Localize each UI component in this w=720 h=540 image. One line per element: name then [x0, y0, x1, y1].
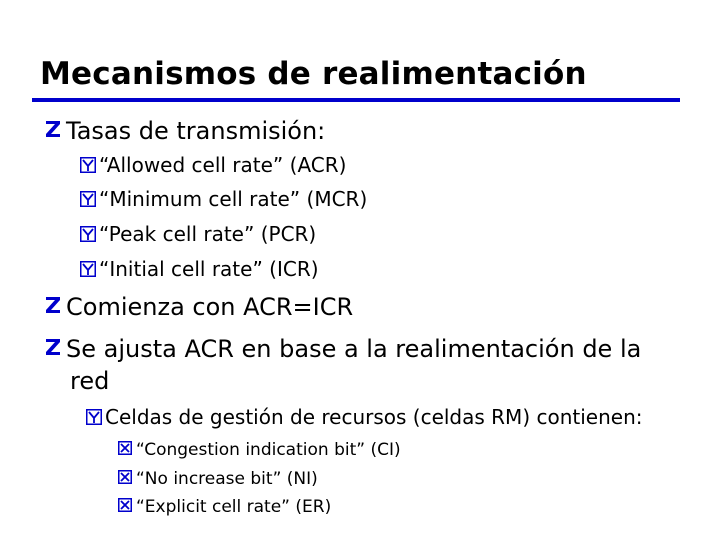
bullet-er: [118, 497, 331, 517]
bullet-tasas: [46, 117, 325, 145]
bullet-icr: [80, 257, 319, 281]
bullet-text: Celdas de gestión de recursos (celdas RM) contienen:: [105, 405, 643, 429]
bullet-ajusta-continuation: red: [70, 367, 110, 395]
bullet-text: “No increase bit” (NI): [136, 469, 318, 489]
x-box-bullet-icon: [118, 470, 132, 484]
y-bullet-icon: [80, 157, 96, 173]
bullet-ni: [118, 469, 318, 489]
bullet-text: “Congestion indication bit” (CI): [136, 440, 401, 460]
bullet-text: “Peak cell rate” (PCR): [99, 222, 317, 246]
slide-title: Mecanismos de realimentación: [40, 56, 587, 92]
x-box-bullet-icon: [118, 498, 132, 512]
title-underline: [32, 98, 680, 102]
y-bullet-icon: [80, 191, 96, 207]
bullet-pcr: [80, 222, 316, 246]
bullet-acr: [80, 153, 346, 177]
y-bullet-icon: [80, 226, 96, 242]
y-bullet-icon: [86, 409, 102, 425]
y-bullet-icon: [80, 261, 96, 277]
bullet-ci: [118, 440, 401, 460]
bullet-text: Tasas de transmisión:: [66, 117, 326, 145]
bullet-text: “Initial cell rate” (ICR): [99, 257, 319, 281]
x-box-bullet-icon: [118, 441, 132, 455]
bullet-ajusta: [46, 335, 641, 363]
z-bullet-icon: [46, 339, 60, 355]
bullet-text: Comienza con ACR=ICR: [66, 293, 354, 321]
bullet-comienza: [46, 293, 353, 321]
bullet-text: “Allowed cell rate” (ACR): [99, 153, 347, 177]
z-bullet-icon: [46, 121, 60, 137]
z-bullet-icon: [46, 297, 60, 313]
bullet-text: Se ajusta ACR en base a la realimentación de la: [66, 335, 642, 363]
bullet-text: “Explicit cell rate” (ER): [136, 497, 332, 517]
bullet-celdas: [86, 405, 642, 429]
bullet-text: “Minimum cell rate” (MCR): [99, 187, 368, 211]
bullet-mcr: [80, 187, 367, 211]
